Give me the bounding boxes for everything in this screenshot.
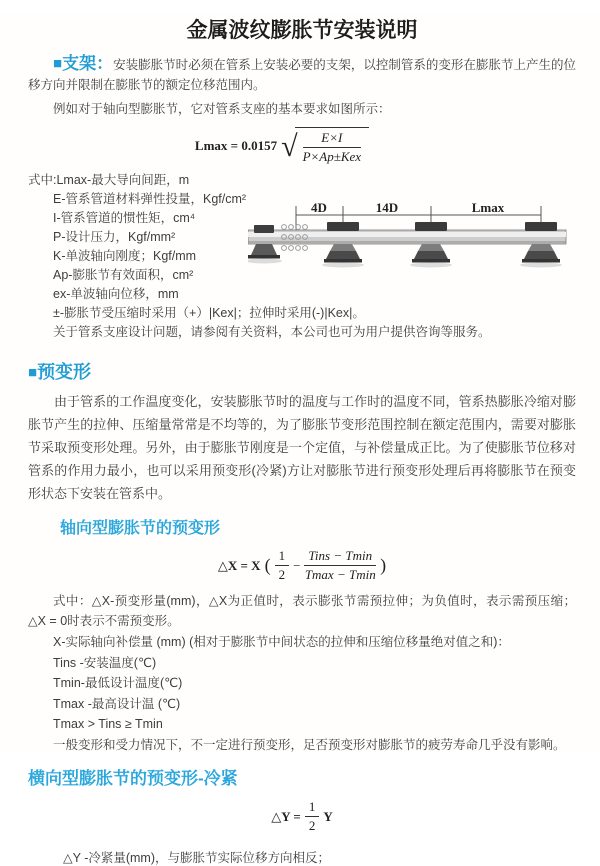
temp-frac-numerator: Tins − Tmin [304,548,376,566]
subheading-axial-preform: 轴向型膨胀节的预变形 [60,520,221,537]
axial-note-line: 一般变形和受力情况下，不一定进行预变形，足否预变形对膨胀节的疲劳寿命几乎没有影响。 [53,737,566,752]
pipe-support [410,222,452,268]
axial-note-line: X-实际轴向补偿量 (mm) (相对于膨胀节中间状态的拉伸和压缩位移量绝对值之和)： [53,635,510,649]
axial-note-line: Tmax -最高设计温 (℃) [53,696,181,711]
preform-paragraph: 由于管系的工作温度变化，安装膨胀节时的温度与工作时的温度不同，管系热膨胀冷缩对膨胀节产生的拉伸、压缩量常常是不均等的，为了膨胀节变形范围控制在额定范围内，需要对膨胀节采取预变形处理。另外，由于膨胀节刚度是一个定值，与补偿量成正比。为了使膨胀节位移对管系的作用力最小，也可以采用预变形(冷紧)方让对膨胀节进行预变形处理后再将膨胀节在预变形状态下安装在管系中。 [28,394,576,501]
support-paragraph [28,54,576,95]
support-example-line: 例如对于轴向型膨胀节，它对管系支座的基本要求如图所示： [53,102,391,116]
subheading-lateral-preform: 横向型膨胀节的预变形-冷紧 [28,769,238,788]
dim-label-4d: 4D [311,200,327,215]
definition-line: 关于管系支座设计问题，请参阅有关资料，本公司也可为用户提供咨询等服务。 [53,325,491,339]
lmax-formula-lhs: Lmax = 0.0157 [194,138,278,153]
definition-line: Ap-膨胀节有效面积，cm² [53,268,194,282]
lmax-numerator: E×I [303,130,362,148]
minus-sign: − [293,557,301,573]
pipe-support-diagram [248,199,595,287]
definition-line: 式中:Lmax-最大导向间距，m [28,173,190,187]
section-heading-support [53,54,113,73]
radical-sign: √ [281,129,298,163]
lateral-formula-lhs: △Y = [271,808,301,824]
definition-line: ±-膨胀节受压缩时采用（+）|Kex|；拉伸时采用(-)|Kex|。 [53,306,365,320]
definition-line: ex-单波轴向位移，mm [53,287,179,301]
definition-line: E-管系管道材料弹性投量，Kgf/cm² [53,192,247,206]
lateral-formula-rhs: Y [323,808,333,824]
lateral-note-line: △Y -冷紧量(mm)，与膨胀节实际位移方向相反； [63,851,331,865]
dim-label-14d: 14D [375,200,399,215]
lateral-half-numerator: 1 [305,799,320,817]
axial-formula [28,548,576,583]
support-paragraph-text: 安装膨胀节时必须在管系上安装必要的支架，以控制管系的变形在膨胀节上产生的位移方向并限制在膨胀节的额定位移范围内。 [28,58,577,92]
right-paren: ) [380,555,387,575]
definition-line: P-设计压力，Kgf/mm² [53,230,176,244]
axial-note-line: Tins -安装温度(℃) [53,655,157,670]
page-title: 金属波纹膨胀节安装说明 [186,19,418,42]
definitions-and-diagram [28,171,576,342]
lateral-formula [28,799,576,834]
lmax-formula [28,127,536,165]
axial-note-line: Tmin-最低设计温度(℃) [53,676,183,690]
document-page [0,14,600,865]
pipe-support [322,222,364,268]
section-heading-preform-label: 预变形 [37,362,92,382]
definition-line: K-单波轴向刚度；Kgf/mm [53,249,197,263]
axial-note-line: Tmax > Tins ≥ Tmin [53,717,163,731]
dim-label-lmax: Lmax [471,200,505,215]
blue-square-bullet: ■ [53,55,63,72]
half-numerator: 1 [275,548,290,566]
section-heading-preform [28,358,576,384]
temp-frac-denominator: Tmax − Tmin [304,567,376,582]
axial-formula-lhs: △X = X [217,557,261,573]
definition-line: I-管系管道的惯性矩，cm⁴ [53,211,196,225]
lmax-denominator: P×Ap±Kex [302,149,362,164]
left-paren: ( [264,555,271,575]
pipe-support [520,222,562,268]
half-denominator: 2 [278,567,286,582]
axial-note-paragraph: 式中：△X-预变形量(mm)，△X为正值时，表示膨张节需预拉伸；为负值时，表示需预压缩；△X = 0时表示不需预变形。 [28,594,576,628]
blue-square-bullet: ■ [28,364,38,381]
lateral-half-denominator: 2 [308,818,316,833]
section-heading-support-label: 支架： [62,54,114,73]
sqrt-expression [281,127,369,165]
